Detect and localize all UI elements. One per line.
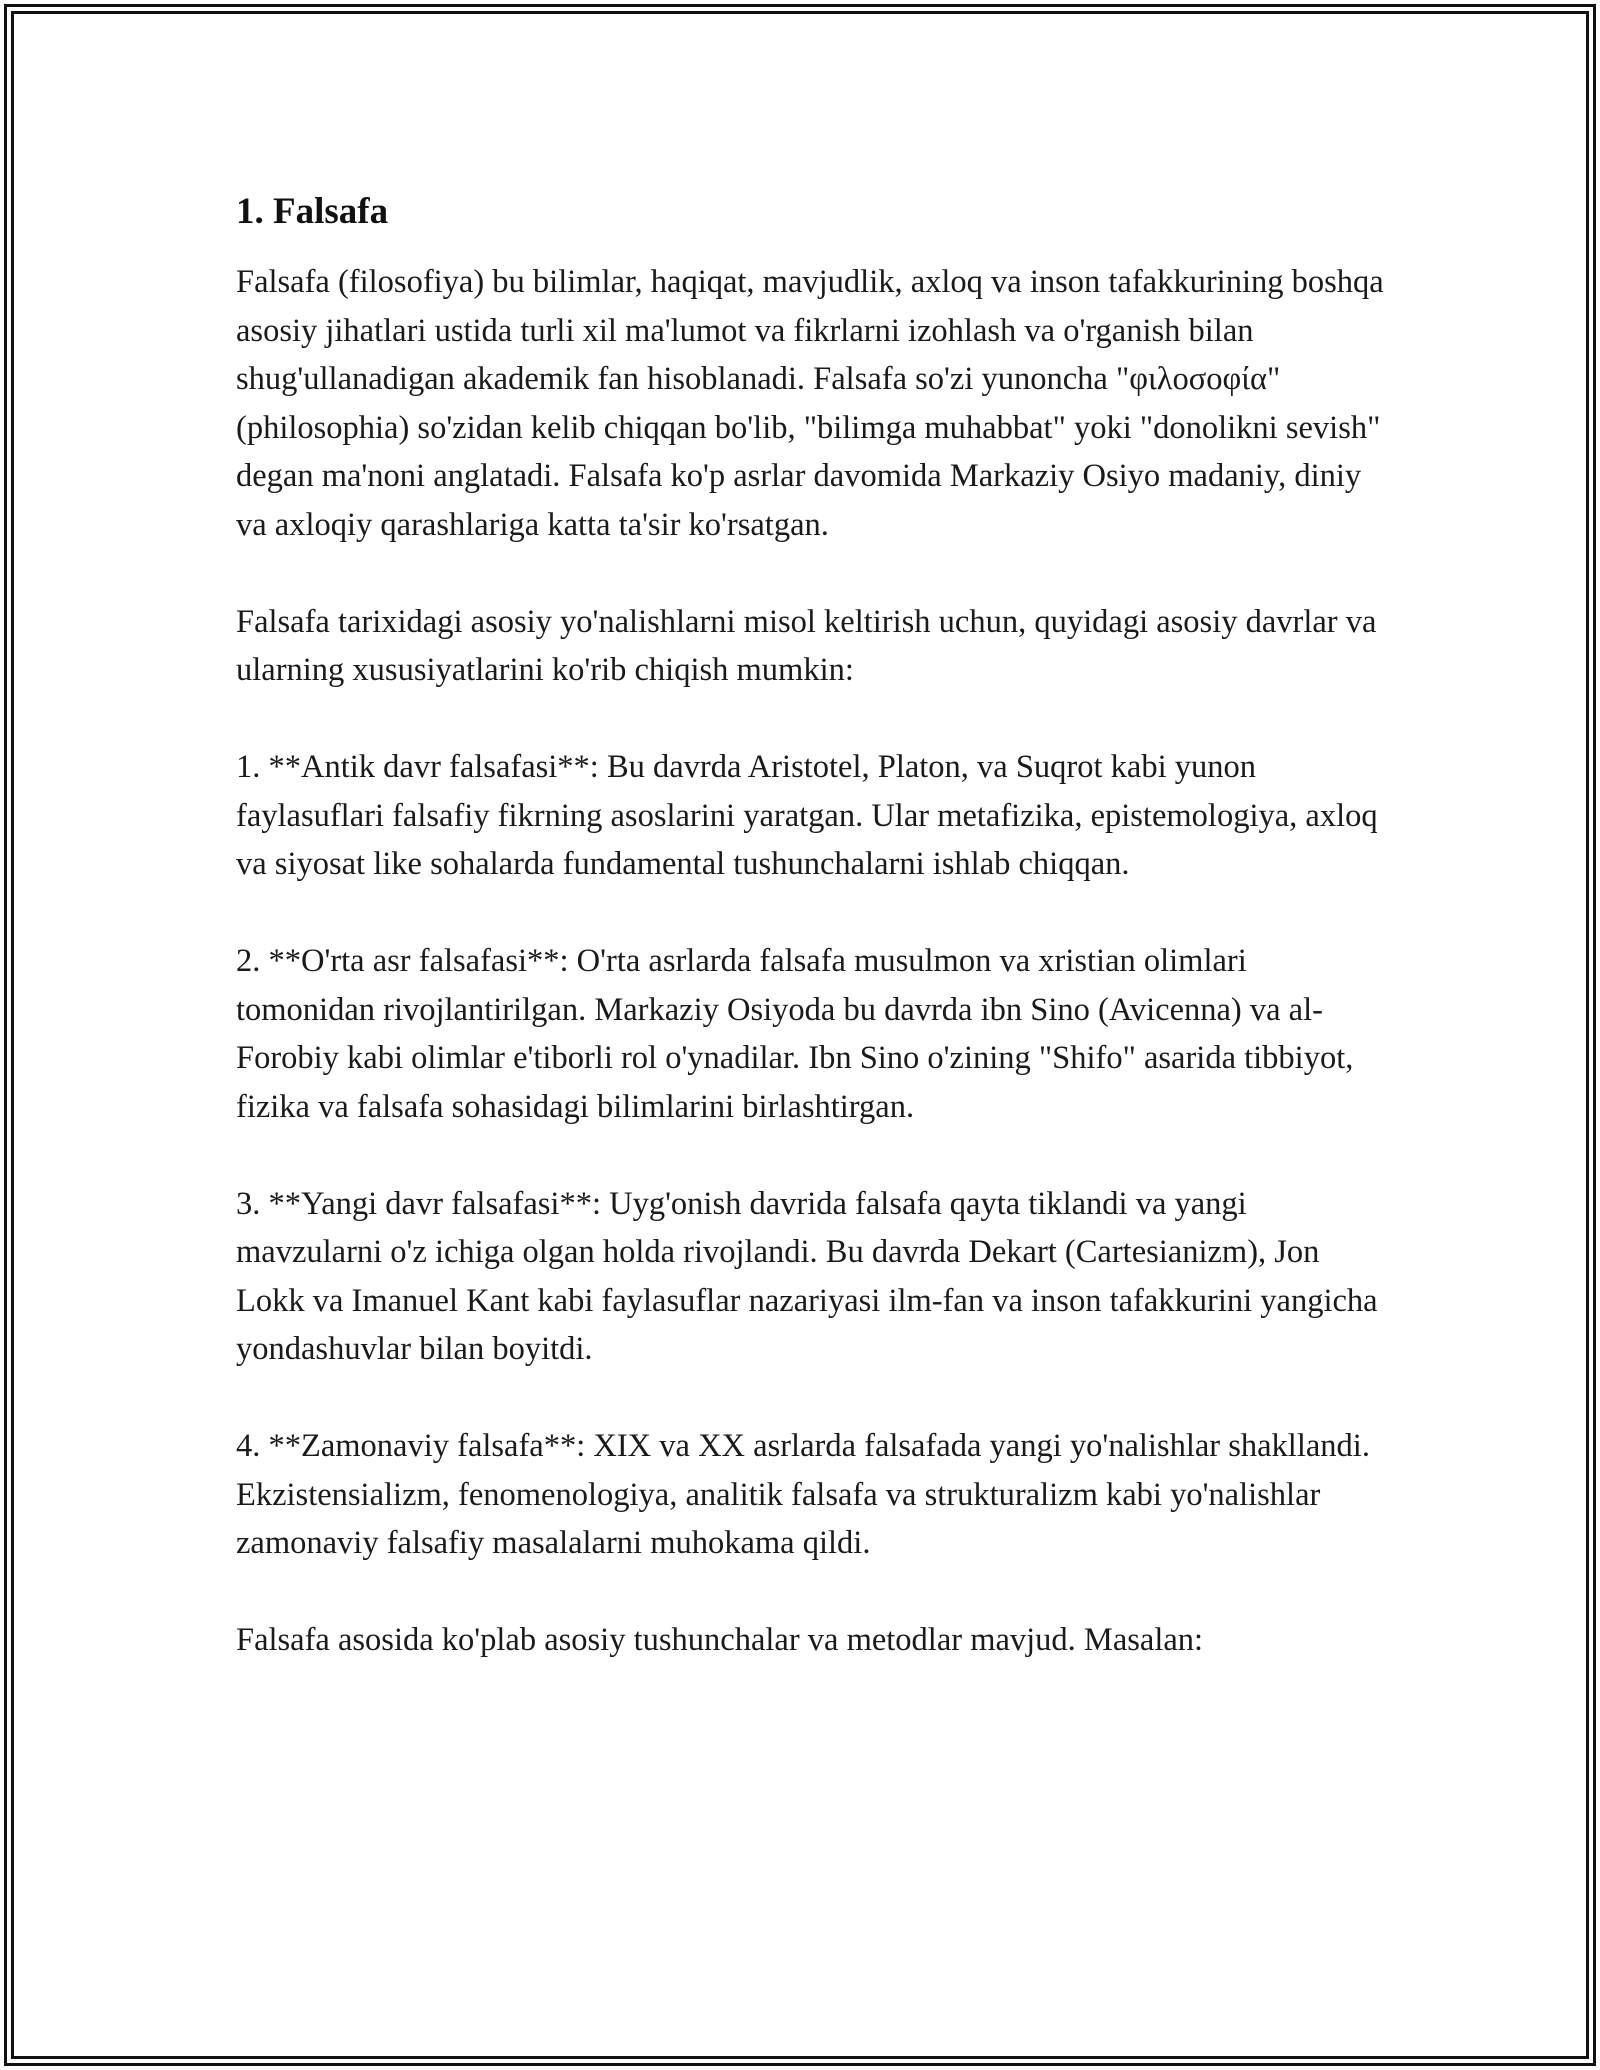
paragraph-concepts-methods: Falsafa asosida ko'plab asosiy tushunchalar va metodlar mavjud. Masalan: (236, 1622, 1204, 1658)
paragraph-history-directions: Falsafa tarixidagi asosiy yo'nalishlarni misol keltirish uchun, quyidagi asosiy davrlar va ularning xususiyatlarini ko'rib chiqish mumkin: (236, 603, 1377, 688)
document-body (236, 186, 1386, 1713)
paragraph-modern-philosophy: 4. **Zamonaviy falsafa**: XIX va XX asrlarda falsafada yangi yo'nalishlar shakllandi. Ekzistensializm, fenomenologiya, analitik falsafa va strukturalizm kabi yo'nalishlar zamonaviy falsafiy masalalarni muhokama qildi. (236, 1428, 1370, 1561)
paragraph-new-period: 3. **Yangi davr falsafasi**: Uyg'onish davrida falsafa qayta tiklandi va yangi mavzularni o'z ichiga olgan holda rivojlandi. Bu davrda Dekart (Cartesianizm), Jon Lokk va Imanuel Kant kabi faylasuflar nazariyasi ilm-fan va inson tafakkurini yangicha yondashuvlar bilan boyitdi. (236, 1185, 1378, 1367)
paragraph-medieval-period: 2. **O'rta asr falsafasi**: O'rta asrlarda falsafa musulmon va xristian olimlari tomonidan rivojlantirilgan. Markaziy Osiyoda bu davrda ibn Sino (Avicenna) va al-Forobiy kabi olimlar e'tiborli rol o'ynadilar. Ibn Sino o'zining "Shifo" asarida tibbiyot, fizika va falsafa sohasidagi bilimlarini birlashtirgan. (236, 943, 1354, 1125)
paragraph-antique-period: 1. **Antik davr falsafasi**: Bu davrda Aristotel, Platon, va Suqrot kabi yunon faylasuflari falsafiy fikrning asoslarini yaratgan. Ular metafizika, epistemologiya, axloq va siyosat like sohalarda fundamental tushunchalarni ishlab chiqqan. (236, 749, 1378, 882)
paragraph-intro: Falsafa (filosofiya) bu bilimlar, haqiqat, mavjudlik, axloq va inson tafakkurining boshqa asosiy jihatlari ustida turli xil ma'lumot va fikrlarni izohlash va o'rganish bilan shug'ullanadigan akademik fan hisoblanadi. Falsafa so'zi yunoncha "φιλοσοφία" (philosophia) so'zidan kelib chiqqan bo'lib, "bilimga muhabbat" yoki "donolikni sevish" degan ma'noni anglatadi. Falsafa ko'p asrlar davomida Markaziy Osiyo madaniy, diniy va axloqiy qarashlariga katta ta'sir ko'rsatgan. (236, 264, 1384, 543)
section-heading: 1. Falsafa (236, 191, 389, 232)
